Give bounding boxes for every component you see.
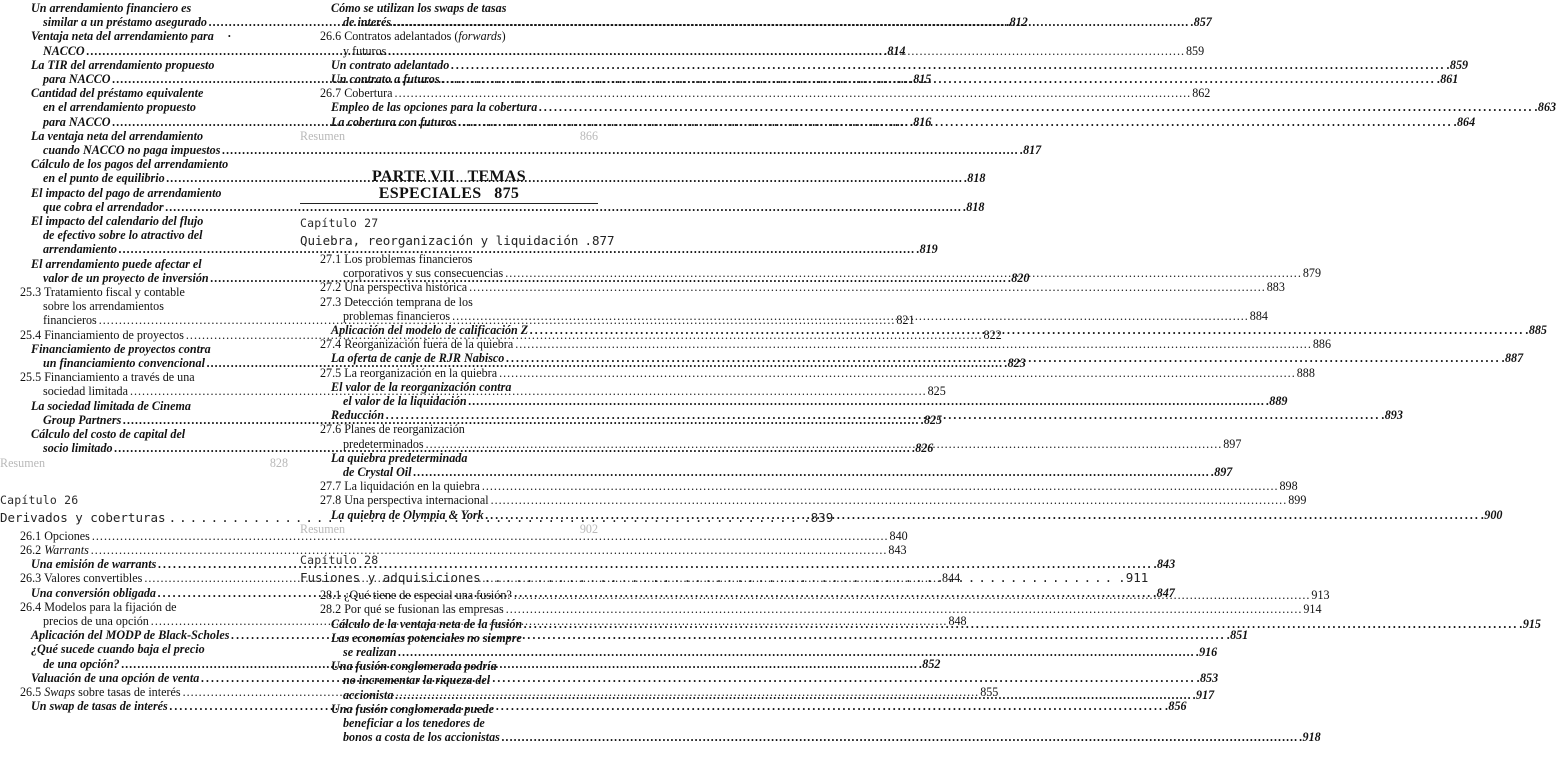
toc-page-number: .843 [1153,557,1176,572]
toc-entry-text: ¿Qué sucede cuando baja el precio [31,642,205,657]
toc-entry[interactable] [0,199,985,214]
toc-entry-text: y futuros [343,43,387,58]
toc-entry [300,1,598,15]
toc-entry-text: Las economías potenciales no siempre [331,630,522,645]
toc-entry-text: financieros [43,313,97,328]
dot-leader [386,408,1381,422]
toc-entry-text: Un contrato adelantado [331,57,450,72]
toc-page-number: 898 [1279,479,1298,494]
toc-entry-text: 25.4 Financiamiento de proyectos [20,327,184,342]
toc-page-number: .812 [1006,15,1028,30]
toc-entry-text: 26.7 Cobertura [320,86,393,101]
chapter-28-page: .911 [1118,570,1149,586]
toc-entry-text: 27.2 Una perspectiva histórica [320,280,468,295]
toc-entry-text: Una conversión obligada [31,585,156,600]
toc-entry[interactable] [300,602,1322,617]
toc-entry-text: La sociedad limitada de Cinema [31,398,191,413]
toc-entry-text: Un contrato a futuros [331,72,440,87]
toc-entry [300,252,598,266]
toc-entry[interactable] [300,100,1556,115]
toc-entry [0,342,288,356]
chapter-26-label: Capítulo 26 [0,492,79,507]
toc-entry [0,186,288,200]
toc-entry [300,380,598,394]
toc-entry-text: de efectivo sobre lo atractivo del [43,228,203,243]
toc-entry-text: NACCO [43,43,85,58]
dot-leader [393,15,1190,29]
toc-entry-text: El arrendamiento puede afectar el [31,256,202,271]
dot-leader [505,266,1302,280]
toc-entry-text: no incrementar la riqueza del [343,673,491,688]
dot-leader [452,309,1249,323]
toc-entry-text: Aplicación del MODP de Black-Scholes [31,628,230,643]
toc-entry-text: arrendamiento [43,242,117,257]
dot-leader [469,394,1266,408]
toc-page-number: 825 [927,384,946,399]
chapter-28-title: Fusiones y adquisiciones [300,570,481,586]
toc-entry-text: Cálculo de los pagos del arrendamiento [31,157,229,172]
toc-entry-text: accionista [343,687,394,702]
toc-entry-text: 26.5 Swaps sobre tasas de interés [20,684,181,699]
toc-entry-text: La cobertura con futuros [331,114,457,129]
dot-leader [514,585,1311,602]
toc-entry-text: se realizan [343,644,397,659]
toc-page-number: 828 [269,455,288,470]
chapter-26-page: .839 [803,509,834,525]
toc-entry-text: 27.3 Detección temprana de los [320,294,473,309]
toc-page-number: .852 [919,656,941,671]
toc-entry-text: 26.3 Valores convertibles [20,571,143,586]
toc-page-number: .918 [1299,730,1321,745]
dot-leader [482,479,1279,493]
chapter-27-title-row[interactable] [300,232,615,249]
toc-summary-entry[interactable] [300,522,598,536]
toc-entry-text: 27.1 Los problemas financieros [320,252,473,267]
dot-leader [491,493,1288,507]
toc-entry [0,214,288,228]
toc-entry[interactable] [0,143,1042,158]
part-heading-line1: PARTE VII TEMAS [372,168,526,186]
toc-page-number: .893 [1381,408,1403,423]
toc-entry-text: Resumen [300,128,346,143]
toc-page-number: .815 [910,72,932,87]
toc-entry [0,29,288,43]
toc-entry [0,285,288,299]
toc-entry-text: Resumen [0,455,46,470]
toc-entry-text: 25.5 Financiamiento a través de una [20,370,195,385]
toc-entry-text: Reducción [331,408,385,423]
dot-leader [484,569,1116,586]
dot-leader [524,617,1519,631]
toc-entry-text: en el punto de equilibrio [43,171,165,186]
toc-page-number: .864 [1453,114,1476,129]
dot-leader [426,437,1223,451]
toc-entry [300,631,598,645]
toc-entry [300,673,598,687]
toc-page-number: .817 [1020,143,1042,158]
toc-page-number: 899 [1288,493,1307,508]
toc-entry [0,58,288,72]
toc-entry[interactable] [300,365,1315,380]
toc-entry-text: sobre los arrendamientos [43,299,164,314]
toc-entry [300,422,598,436]
toc-entry [0,600,288,614]
toc-entry [300,702,598,716]
toc-page-number: .885 [1525,323,1547,338]
toc-entry-text: sociedad limitada [43,384,128,399]
dot-leader [398,645,1195,659]
toc-page-number: 822 [983,327,1002,342]
dot-leader [388,44,1185,58]
toc-entry-text: precios de una opción [43,613,149,628]
toc-entry-text: beneficiar a los tenedores de [343,715,485,730]
chapter-28-label: Capítulo 28 [300,553,379,568]
toc-entry-text: Empleo de las opciones para la cobertura [331,100,538,115]
part-heading-line2: ESPECIALES 875 [378,185,520,203]
toc-page-number: .861 [1437,72,1459,87]
toc-entry-text: El impacto del pago de arrendamiento [31,185,222,200]
toc-entry-text: La ventaja neta del arrendamiento [31,128,203,143]
toc-entry-text: similar a un préstamo asegurado [43,15,207,30]
toc-entry-text: socio limitado [43,441,113,456]
chapter-27-label: Capítulo 27 [300,216,379,231]
toc-entry-text: bonos a costa de los accionistas [343,730,500,745]
dot-leader [414,465,1211,479]
toc-page-number: .887 [1501,351,1524,366]
toc-entry-text: Cómo se utilizan los swaps de tasas [331,1,507,15]
toc-entry-text: 26.4 Modelos para la fijación de [20,599,177,614]
toc-entry [0,299,288,313]
toc-entry-text: 27.8 Una perspectiva internacional [320,493,489,508]
toc-entry-text: 26.6 Contratos adelantados (forwards) [320,29,506,44]
toc-entry[interactable] [300,730,1321,745]
toc-entry-text: Un arrendamiento financiero es [31,1,192,15]
toc-page-number: 821 [896,313,915,328]
toc-page-number: .900 [1481,507,1503,522]
toc-entry-text: El impacto del calendario del flujo [31,214,204,229]
toc-entry-text: Cálculo del costo de capital del [31,427,186,442]
toc-page-number: .853 [1196,670,1219,685]
dot-leader [499,366,1296,380]
toc-entry [0,427,288,441]
toc-entry-text: valor de un proyecto de inversión [43,270,209,285]
toc-page-number: .819 [916,242,938,257]
toc-entry-text: predeterminados [343,436,424,451]
toc-page-number: .857 [1190,15,1212,30]
toc-page-number: .915 [1519,616,1541,631]
toc-entry-text: 27.6 Planes de reorganización [320,422,465,437]
toc-entry-text: El valor de la reorganización contra [331,379,512,394]
toc-entry[interactable] [300,280,1285,295]
toc-page-number: 855 [980,684,999,699]
toc-page-number: 888 [1296,365,1315,380]
toc-entry-text: 26.2 Warrants [20,542,89,557]
toc-page-number: 914 [1303,602,1322,617]
toc-page-number: 859 [1185,43,1205,58]
toc-page-number: .820 [1008,270,1030,285]
toc-entry[interactable] [300,57,1469,72]
toc-entry-text: 27.5 La reorganización en la quiebra [320,365,498,380]
dot-leader [395,86,1192,100]
toc-entry-text: La TIR del arrendamiento propuesto [31,57,215,72]
toc-page-number: 840 [889,528,908,543]
toc-entry-text: Valuación de una opción de venta [31,670,200,685]
dot-leader [515,337,1312,351]
toc-entry-text: La quiebra de Olympia & York [331,507,484,522]
toc-entry-text: Una emisión de warrants [31,557,157,572]
dot-leader [539,100,1534,114]
toc-entry-text: en el arrendamiento propuesto [43,100,196,115]
toc-entry-text: Aplicación del modelo de calificación Z [331,323,529,338]
toc-entry[interactable] [300,394,1288,409]
dot-leader [486,508,1481,522]
dot-leader [458,115,1453,129]
toc-entry-text: Resumen [300,521,346,536]
toc-page-number: .818 [964,171,986,186]
toc-page-number: .897 [1211,465,1233,480]
stray-mark: · [227,29,231,44]
toc-entry [0,1,288,15]
toc-page-number: 884 [1249,308,1268,323]
toc-entry [0,228,288,242]
toc-entry-text: 25.3 Tratamiento fiscal y contable [20,285,185,300]
dot-leader [506,602,1303,616]
toc-entry-text: para NACCO [43,72,111,87]
toc-entry-text: de Crystal Oil [343,465,412,480]
toc-entry-text: 26.1 Opciones [20,528,90,543]
toc-entry [0,129,288,143]
toc-page-number: .856 [1165,699,1187,714]
toc-page-number: 844 [942,571,961,586]
toc-entry [300,29,598,43]
toc-entry-text: 28.1 ¿Qué tiene de especial una fusión? [320,588,512,603]
toc-page-number: .818 [963,199,985,214]
toc-entry [0,642,288,656]
toc-entry [300,451,598,465]
toc-page-number: 848 [948,613,967,628]
toc-page-number: .916 [1196,644,1218,659]
toc-entry[interactable] [300,86,1211,101]
chapter-27-page: .877 [584,233,615,249]
toc-entry-text: para NACCO [43,114,111,129]
toc-summary-entry[interactable] [300,129,598,143]
toc-page-number: 843 [888,542,907,557]
toc-entry-text: 28.2 Por qué se fusionan las empresas [320,602,504,617]
toc-entry-text: Una fusión conglomerada podría [331,659,497,674]
toc-entry [300,295,598,309]
toc-entry-text: Cantidad del préstamo equivalente [31,86,204,101]
toc-page-number: 866 [579,128,598,143]
toc-entry [0,100,288,114]
toc-page-number: 913 [1311,588,1330,603]
toc-entry[interactable] [300,493,1307,508]
toc-page-number: .859 [1446,57,1469,72]
toc-page-number: 886 [1312,337,1331,352]
toc-entry [300,716,598,730]
toc-entry-text: Un swap de tasas de interés [31,699,168,714]
dot-leader [395,688,1192,702]
toc-page-number: .816 [910,114,932,129]
toc-entry [0,157,288,171]
toc-entry-text: cuando NACCO no paga impuestos [43,143,221,158]
toc-entry-text: de una opción? [43,656,120,671]
toc-page-number: .814 [884,43,906,58]
toc-summary-entry[interactable] [0,456,288,470]
toc-entry-text: de interés [343,15,392,30]
toc-entry-text: corporativos y sus consecuencias [343,266,504,281]
toc-entry-text: que cobra el arrendador [43,199,164,214]
toc-entry[interactable] [0,242,938,257]
toc-entry-text: el valor de la liquidación [343,394,467,409]
toc-page-number: .826 [912,441,934,456]
toc-page-number: 902 [579,521,598,536]
toc-page-number: 883 [1266,280,1285,295]
toc-entry [0,86,288,100]
toc-entry [0,257,288,271]
dot-leader [530,323,1525,337]
toc-entry-text: problemas financieros [343,308,451,323]
toc-entry [0,370,288,384]
dot-leader [442,72,1437,86]
toc-entry[interactable] [300,644,1218,659]
chapter-27-title: Quiebra, reorganización y liquidación [300,233,579,249]
toc-entry[interactable] [300,465,1233,480]
toc-entry-text: Una fusión conglomerada puede [331,701,494,716]
toc-page-number: .847 [1153,585,1175,600]
toc-entry[interactable] [300,479,1298,494]
toc-entry-text: 27.4 Reorganización fuera de la quiebra [320,337,514,352]
dot-leader [502,730,1299,744]
toc-entry [300,659,598,673]
toc-entry-text: Ventaja neta del arrendamiento para [31,29,214,44]
toc-entry-text: La quiebra predeterminada [331,450,468,465]
toc-page-number: .825 [920,412,943,427]
toc-entry-text: un financiamiento convencional [43,356,205,371]
toc-page-number: .823 [1004,356,1026,371]
toc-entry[interactable] [300,337,1331,352]
dot-leader [451,58,1446,72]
toc-entry [0,399,288,413]
dot-leader [506,351,1501,365]
toc-entry-text: Group Partners [43,412,122,427]
chapter-26-title: Derivados y coberturas [0,509,166,525]
toc-page-number: .889 [1266,394,1288,409]
toc-page-number: .917 [1193,687,1215,702]
toc-page-number: .851 [1227,628,1249,643]
toc-entry-text: 27.7 La liquidación en la quiebra [320,479,480,494]
toc-page-number: 879 [1302,266,1321,281]
toc-entry-text: Cálculo de la ventaja neta de la fusión [331,616,523,631]
toc-page-number: .863 [1534,100,1556,115]
toc-entry-text: La oferta de canje de RJR Nabisco [331,351,505,366]
toc-page-number: 897 [1223,436,1242,451]
toc-page-number: 862 [1192,86,1211,101]
toc-entry[interactable] [0,542,907,557]
part-heading [300,168,598,202]
dot-leader [469,280,1266,294]
toc-entry-text: Financiamiento de proyectos contra [31,341,211,356]
